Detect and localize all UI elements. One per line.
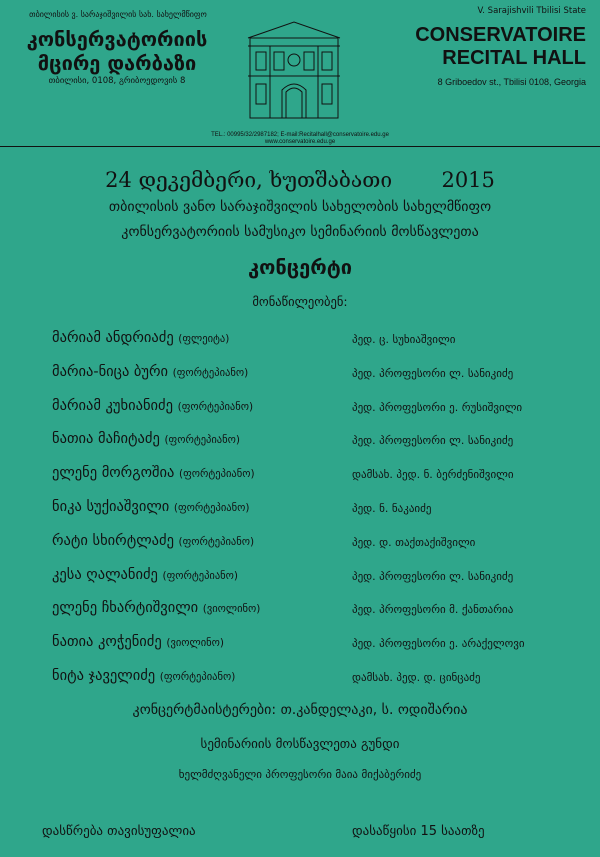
conservatoire-building-illustration [246, 16, 342, 120]
accompanists: კონცერტმაისტერები: თ.კანდელაკი, ს. ოდიშარია [132, 702, 468, 718]
performer-teacher: პედ. პროფესორი მ. ქანთარია [352, 603, 514, 617]
performer-teacher: პედ. პროფესორი ე. არაქელოვი [352, 637, 525, 651]
performer-teacher: დამსახ. პედ. ნ. ბერძენიშვილი [352, 468, 514, 482]
performer-teacher: პედ. პროფესორი ლ. სანიკიძე [352, 366, 514, 380]
choir-leader: ხელმძღვანელი პროფესორი მაია მიქაბერიძე [178, 768, 422, 781]
performer-row [0, 634, 600, 656]
performer-name: ელენე მორგოშია [52, 465, 175, 482]
performer-teacher: დამსახ. პედ. დ. ცინცაძე [352, 671, 481, 684]
title-line-2-en: RECITAL HALL [442, 47, 586, 69]
performer-name: ნათია კოჭენიძე [52, 634, 162, 651]
performer-name-group [52, 634, 224, 650]
recital-hall-title-english [386, 24, 586, 70]
choir-name: სემინარიის მოსწავლეთა გუნდი [200, 737, 400, 752]
recital-hall-title-georgian [12, 27, 222, 75]
performer-name-group [52, 533, 254, 549]
contact-phone-email: TEL.: 00995/32/2987182; E-mail:Recitalhall@conservatoire.edu.ge [211, 132, 389, 138]
performer-name: ნიკა სუქიაშვილი [52, 499, 170, 515]
performer-name-group [52, 668, 235, 684]
title-line-2: მცირე დარბაზი [37, 51, 197, 75]
performer-name-group [52, 567, 238, 583]
address-english: 8 Griboedov st., Tbilisi 0108, Georgia [437, 77, 586, 87]
performer-name: რატი სხირტლაძე [52, 532, 174, 549]
event-year: 2015 [441, 168, 495, 192]
participants-label: მონაწილეობენ: [252, 294, 348, 309]
performer-row [0, 431, 600, 453]
performer-name: კესა ღალანიძე [52, 566, 158, 583]
performer-name: ელენე ჩხარტიშვილი [52, 600, 199, 617]
performer-row [0, 567, 600, 589]
performer-row [0, 668, 600, 690]
performer-instrument: (ვიოლინო) [166, 637, 224, 650]
performer-teacher: პედ. დ. თაქთაქიშვილი [352, 535, 476, 549]
performer-row [0, 533, 600, 555]
performer-teacher: პედ. პროფესორი ლ. სანიკიძე [352, 434, 514, 448]
performer-instrument: (ფლეიტა) [178, 333, 230, 345]
performer-row [0, 600, 600, 622]
performer-teacher: პედ. პროფესორი ე. რუსიშვილი [352, 400, 523, 414]
performer-teacher: პედ. ც. სუხიაშვილი [352, 333, 456, 346]
performer-row [0, 465, 600, 487]
conservatoire-name-english-small: V. Sarajishvili Tbilisi State [477, 6, 586, 16]
event-date [0, 168, 600, 192]
performer-name-group [52, 499, 249, 515]
performer-instrument: (ვიოლინო) [202, 603, 261, 616]
performer-name: მარიამ კუხიანიძე [52, 397, 173, 414]
performer-instrument: (ფორტეპიანო) [177, 400, 254, 413]
header-divider [0, 146, 600, 147]
title-line-1: კონსერვატორიის [26, 27, 208, 51]
title-line-1-en: CONSERVATOIRE [415, 24, 586, 46]
performer-name-group [52, 465, 255, 481]
contact-info [150, 132, 450, 146]
performer-name-group [52, 398, 253, 414]
performer-name-group [52, 600, 260, 616]
performer-name: მარია-ნიცა ბური [52, 363, 169, 380]
performer-name-group [52, 431, 240, 447]
start-time-note: დასაწყისი 15 საათზე [352, 824, 485, 839]
performer-row [0, 330, 600, 352]
performer-row [0, 499, 600, 521]
performer-instrument: (ფორტეპიანო) [178, 535, 255, 548]
performer-instrument: (ფორტეპიანო) [164, 434, 240, 447]
event-subtitle-line-2: კონსერვატორიის სამუსიკო სემინარიის მოსწავლეთა [121, 224, 479, 240]
event-date-text: 24 დეკემბერი, ხუთშაბათი [105, 168, 393, 192]
performer-name: მარიამ ანდრიაძე [52, 330, 174, 346]
performer-name: ნიტა ჯაველიძე [52, 668, 156, 684]
performer-row [0, 398, 600, 420]
performer-row [0, 364, 600, 386]
performer-instrument: (ფორტეპიანო) [179, 468, 255, 481]
performer-instrument: (ფორტეპიანო) [159, 671, 236, 683]
performer-teacher: პედ. პროფესორი ლ. სანიკიძე [352, 569, 514, 583]
admission-note: დასწრება თავისუფალია [42, 824, 196, 839]
event-subtitle-line-1: თბილისის ვანო სარაჯიშვილის სახელობის სახელმწიფო [108, 199, 492, 215]
address-georgian: თბილისი, 0108, გრიბოედოვის 8 [48, 76, 186, 86]
performer-name: ნათია მაჩიტაძე [52, 431, 160, 448]
contact-website: www.conservatoire.edu.ge [264, 139, 336, 145]
performer-instrument: (ფორტეპიანო) [173, 502, 250, 514]
performer-teacher: პედ. ნ. ნაკაიძე [352, 502, 432, 515]
performer-name-group [52, 364, 248, 380]
event-title: კონცერტი [247, 255, 353, 279]
performer-instrument: (ფორტეპიანო) [172, 366, 249, 379]
performer-instrument: (ფორტეპიანო) [162, 569, 239, 582]
conservatoire-name-georgian-small: თბილისის ვ. სარაჯიშვილის სახ. სახელმწიფო [29, 10, 207, 19]
performer-name-group [52, 330, 229, 346]
